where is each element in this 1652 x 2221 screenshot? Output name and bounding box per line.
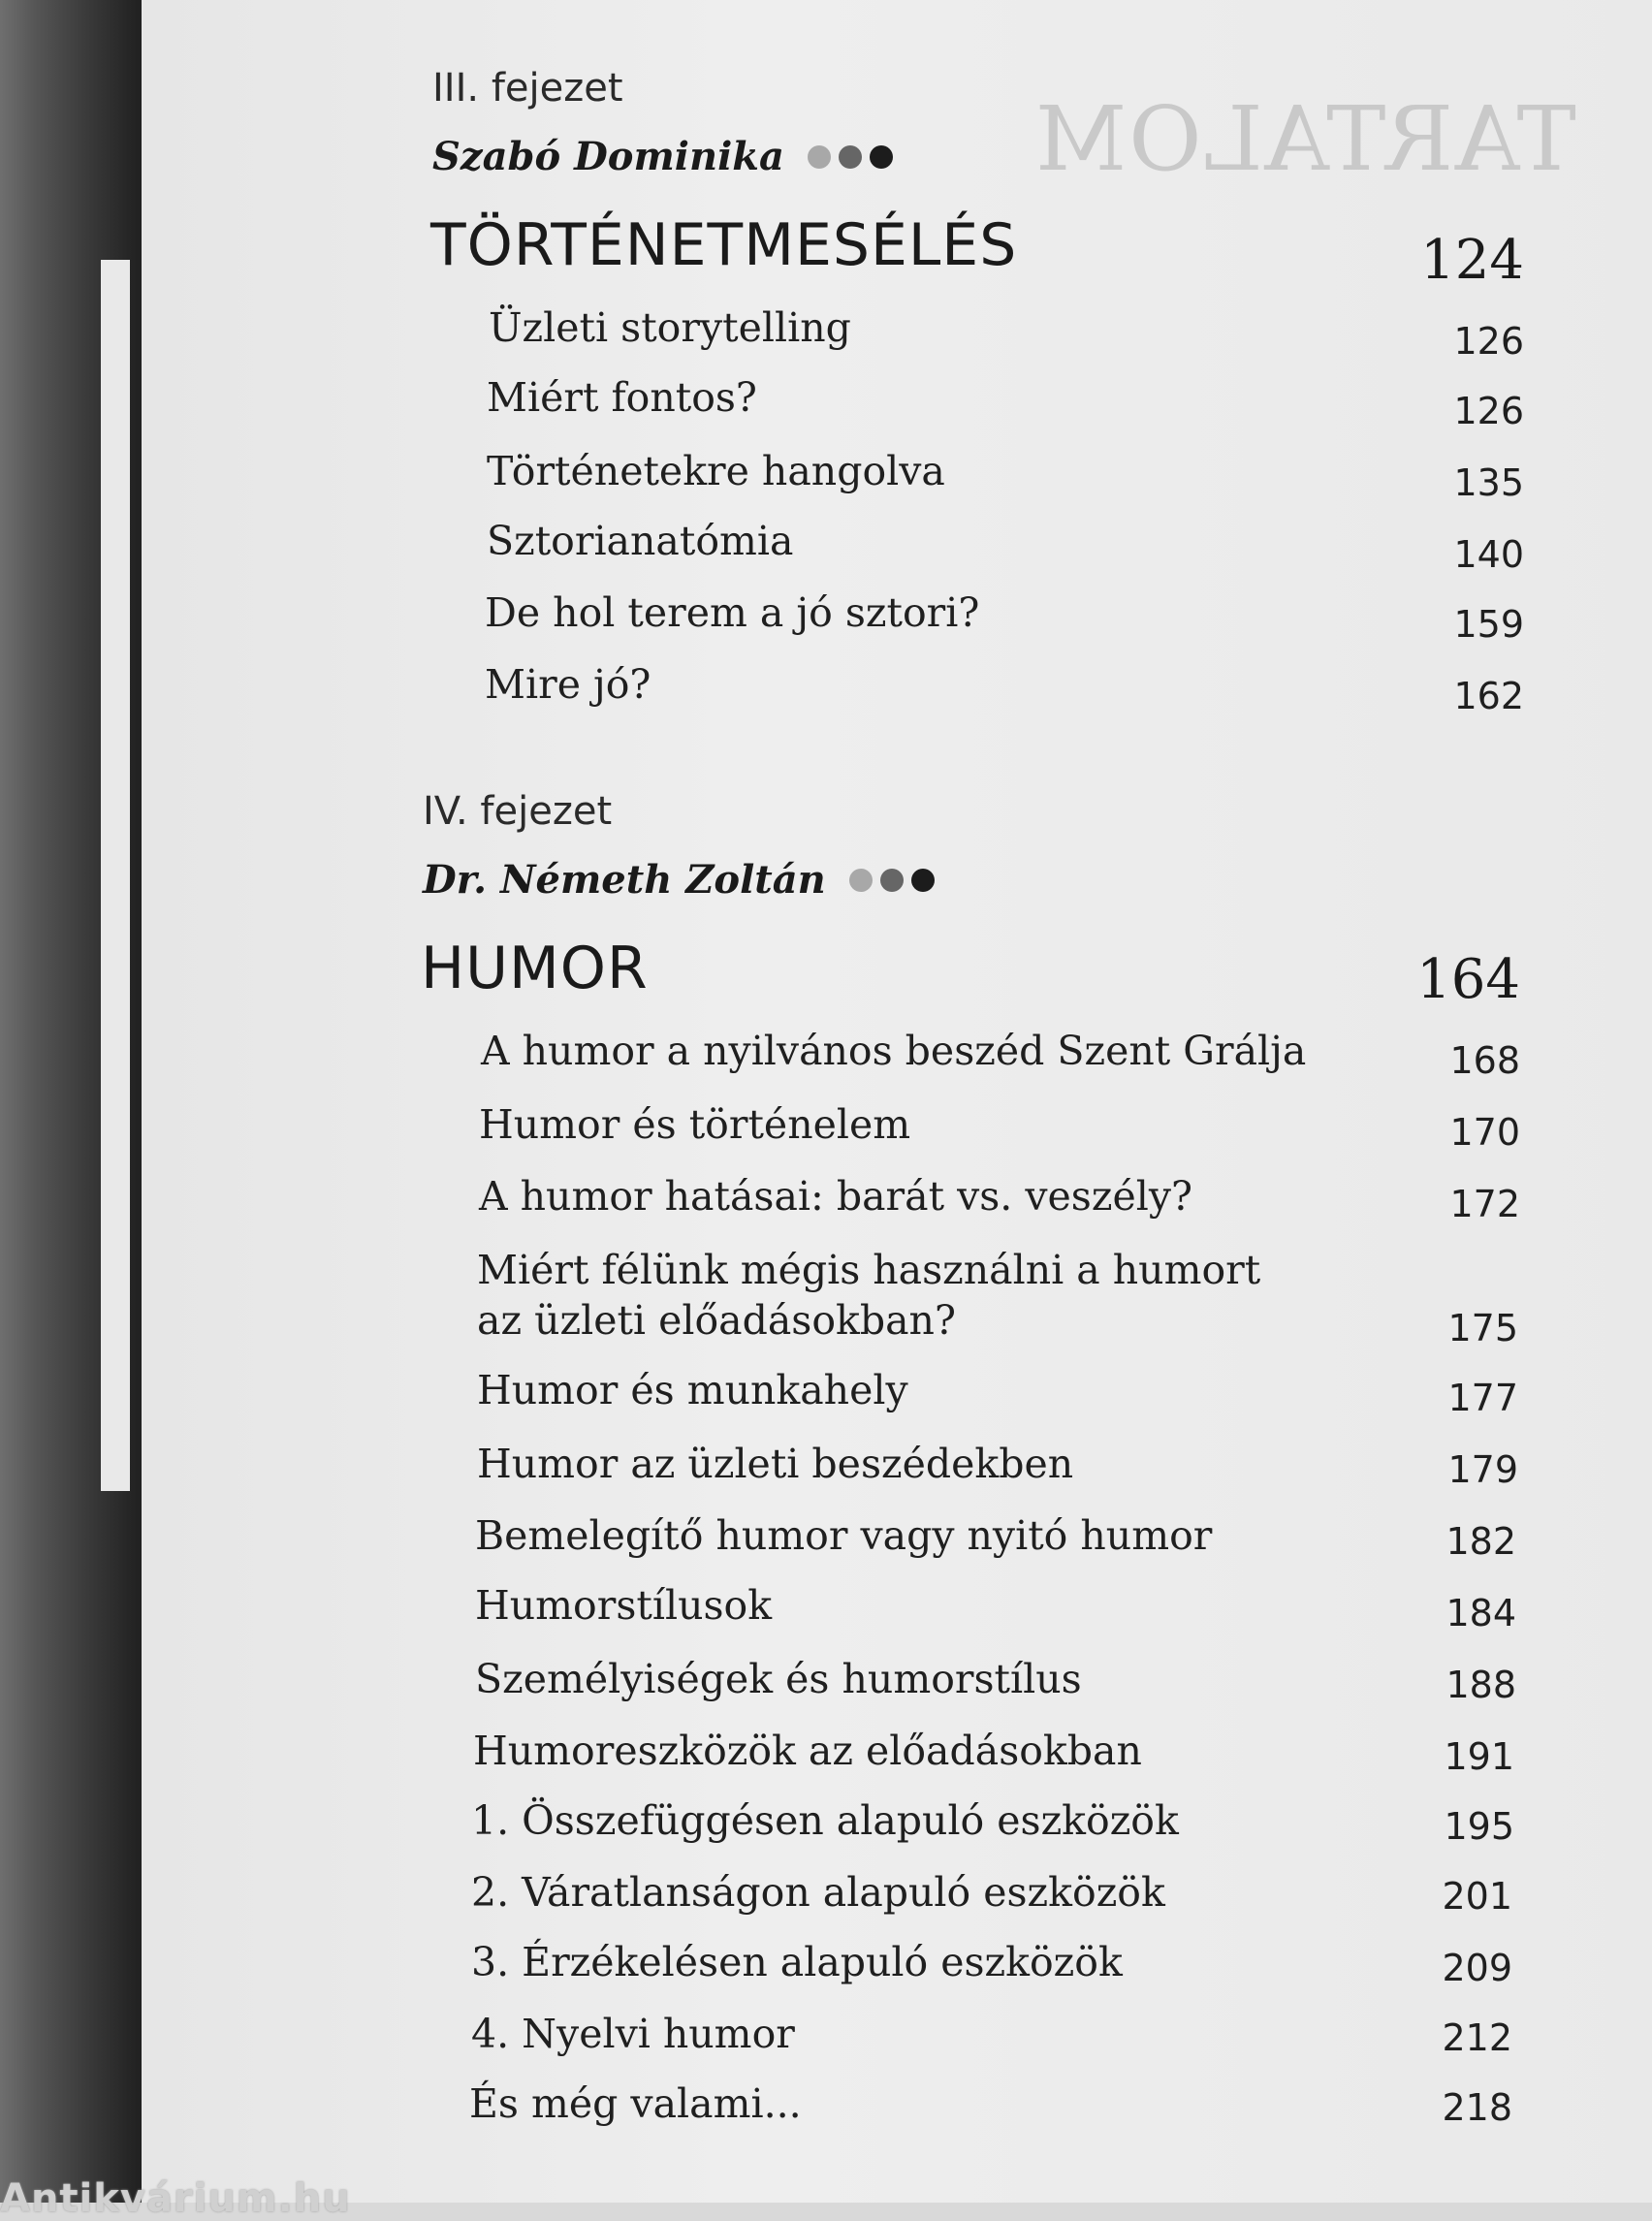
toc-entry-page: 191 [1444,1735,1514,1778]
author-dots-icon [808,145,893,169]
toc-entry-continuation: az üzleti előadásokban? [477,1297,956,1344]
toc-entry: Humorstílusok [475,1582,773,1629]
toc-entry-page: 179 [1447,1448,1518,1491]
dot-mid-icon [880,869,904,892]
toc-entry: Bemelegítő humor vagy nyitó humor [475,1512,1213,1559]
toc-entry-page: 140 [1453,533,1524,576]
toc-entry-page: 170 [1449,1111,1520,1154]
toc-entry-page: 168 [1449,1039,1520,1082]
toc-entry: És még valami... [469,2080,802,2127]
table-of-contents [142,0,1652,2203]
watermark: Antikvárium.hu [0,2176,351,2221]
chapter-4-page: 164 [1416,948,1520,1011]
chapter-4-title: HUMOR [421,935,649,1002]
chapter-3-label: III. fejezet [432,66,623,111]
toc-entry-page: 159 [1453,603,1524,646]
dot-dark-icon [911,869,935,892]
showthrough-heading: TARTALOM [1033,87,1576,191]
toc-entry: Miért fontos? [487,374,757,421]
toc-entry: Történetekre hangolva [487,448,945,494]
toc-entry-page: 184 [1446,1592,1516,1634]
toc-entry: 3. Érzékelésen alapuló eszközök [471,1939,1123,1985]
toc-entry: Humor és történelem [479,1101,911,1148]
toc-entry-page: 175 [1447,1307,1518,1349]
toc-entry-page: 177 [1447,1377,1518,1419]
toc-entry-page: 212 [1442,2016,1512,2059]
toc-entry: A humor a nyilvános beszéd Szent Grálja [481,1028,1307,1074]
toc-entry: Mire jó? [485,661,651,708]
toc-entry: Humor és munkahely [477,1367,908,1413]
chapter-4-author [423,857,935,903]
toc-entry-page: 201 [1442,1875,1512,1918]
toc-entry-page: 195 [1444,1805,1514,1848]
toc-entry-page: 126 [1453,390,1524,432]
toc-entry-page: 218 [1442,2086,1512,2129]
chapter-4-author-name: Dr. Németh Zoltán [423,857,826,903]
chapter-3-page: 124 [1420,229,1524,292]
toc-entry: Üzleti storytelling [489,304,851,351]
toc-entry-page: 135 [1453,461,1524,504]
chapter-3-author [432,134,893,179]
dot-dark-icon [870,145,893,169]
toc-entry-page: 162 [1453,675,1524,717]
toc-page [142,0,1652,2203]
chapter-3-title: TÖRTÉNETMESÉLÉS [430,211,1018,279]
toc-entry: Személyiségek és humorstílus [475,1656,1082,1702]
dot-mid-icon [839,145,862,169]
author-dots-icon [849,869,935,892]
toc-entry: 2. Váratlanságon alapuló eszközök [471,1869,1165,1916]
toc-entry: De hol terem a jó sztori? [485,589,980,636]
chapter-4-label: IV. fejezet [423,789,613,834]
dot-light-icon [808,145,831,169]
dot-light-icon [849,869,873,892]
toc-entry: Humor az üzleti beszédekben [477,1441,1074,1487]
toc-entry-page: 126 [1453,320,1524,363]
chapter-3-author-name: Szabó Dominika [432,134,784,179]
toc-entry-page: 182 [1446,1520,1516,1563]
toc-entry: 1. Összefüggésen alapuló eszközök [471,1797,1179,1844]
toc-entry: Humoreszközök az előadásokban [473,1728,1142,1774]
toc-entry-page: 172 [1449,1183,1520,1225]
toc-entry-page: 188 [1446,1664,1516,1706]
toc-entry: Sztorianatómia [487,518,794,564]
page-edge-strip [101,260,130,1491]
toc-entry: Miért félünk mégis használni a humort [477,1247,1261,1293]
toc-entry: 4. Nyelvi humor [471,2011,795,2057]
toc-entry: A humor hatásai: barát vs. veszély? [479,1173,1192,1220]
toc-entry-page: 209 [1442,1947,1512,1989]
